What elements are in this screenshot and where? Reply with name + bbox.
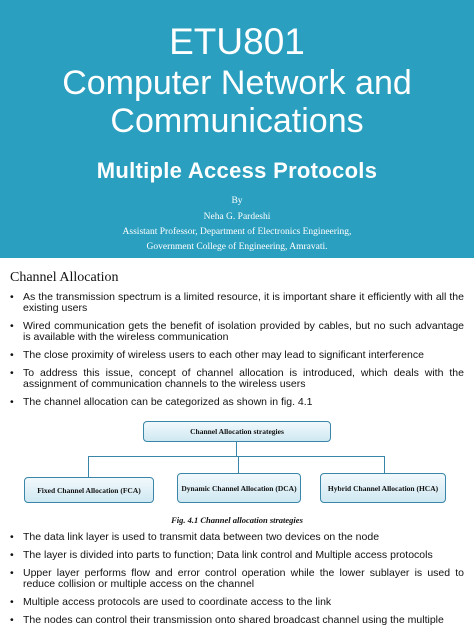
- title-banner: [0, 0, 474, 258]
- section-title: Channel Allocation: [10, 270, 119, 285]
- bullet-item: • Multiple access protocols are used to coordinate access to the link: [10, 597, 464, 608]
- connector-line: [238, 456, 239, 473]
- author-name: Neha G. Pardeshi: [203, 212, 271, 222]
- diagram-node-hca: Hybrid Channel Allocation (HCA): [320, 473, 446, 503]
- bullet-item: • To address this issue, concept of channel allocation is introduced, which deals with the assignment of communication channels to the wireless users: [10, 368, 464, 390]
- bullet-item: • Upper layer performs flow and error control operation while the lower sublayer is used to reduce collision or multiple access on the channel: [10, 568, 464, 590]
- bullet-item: • The close proximity of wireless users to each other may lead to significant interference: [10, 350, 464, 361]
- course-title-line1: Computer Network and: [62, 64, 412, 102]
- channel-allocation-diagram: [0, 418, 474, 530]
- diagram-node-fca: Fixed Channel Allocation (FCA): [24, 477, 154, 503]
- bullet-item: • The channel allocation can be categorized as shown in fig. 4.1: [10, 397, 464, 408]
- connector-line: [236, 442, 237, 456]
- lecture-subtitle: Multiple Access Protocols: [96, 158, 378, 183]
- bullet-item: • As the transmission spectrum is a limited resource, it is important share it efficiently with all the existing users: [10, 292, 464, 314]
- bullet-item: • Wired communication gets the benefit of isolation provided by cables, but no such advantage is available with the wireless communication: [10, 321, 464, 343]
- diagram-node-dca: Dynamic Channel Allocation (DCA): [177, 473, 301, 503]
- course-code: ETU801: [169, 21, 305, 62]
- bullet-item: • The layer is divided into parts to function; Data link control and Multiple access protocols: [10, 550, 464, 561]
- connector-line: [88, 456, 89, 477]
- connector-line: [384, 456, 385, 473]
- course-title: [0, 64, 474, 140]
- figure-caption: Fig. 4.1 Channel allocation strategies: [171, 515, 303, 525]
- diagram-root-node: Channel Allocation strategies: [143, 421, 331, 442]
- connector-line: [88, 456, 385, 457]
- author-position: Assistant Professor, Department of Electronics Engineering,: [122, 227, 352, 237]
- bullet-item: • The data link layer is used to transmit data between two devices on the node: [10, 532, 464, 543]
- author-institution: Government College of Engineering, Amravati.: [146, 242, 328, 252]
- course-title-line2: Communications: [110, 102, 364, 140]
- bullet-item: • The nodes can control their transmission onto shared broadcast channel using the multiple: [10, 615, 464, 626]
- bullet-list-intro: [10, 292, 464, 415]
- bullet-list-after: [10, 532, 464, 633]
- by-label: By: [231, 196, 243, 206]
